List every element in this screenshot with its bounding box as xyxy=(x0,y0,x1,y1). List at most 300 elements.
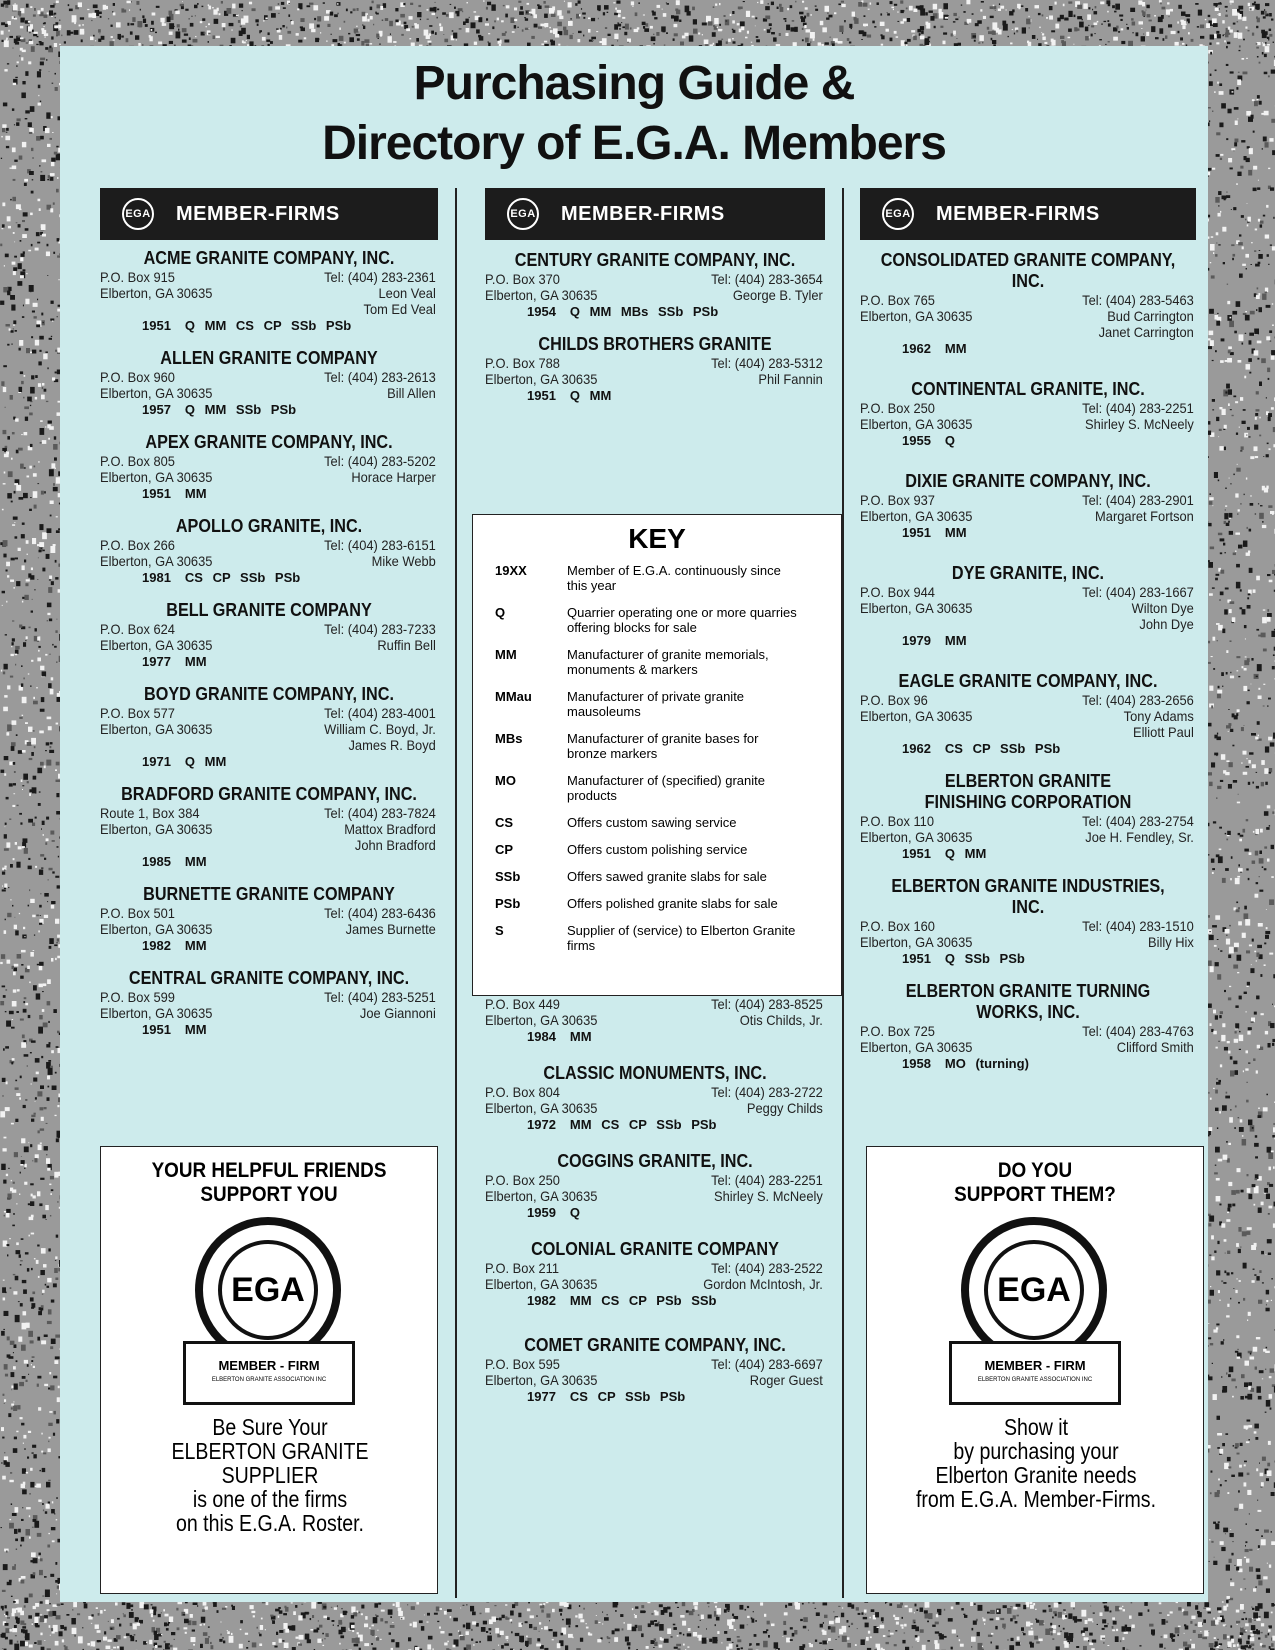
firm-telephone: Tel: (404) 283-5251 xyxy=(324,989,436,1005)
firm-address-line2: Elberton, GA 30635 xyxy=(100,721,213,737)
firm-member-year: 1982 xyxy=(142,938,171,953)
firm-entry xyxy=(860,981,1196,1072)
firm-codes xyxy=(860,524,1196,541)
ega-logo-icon: EGA xyxy=(882,198,914,230)
seal-label: MEMBER - FIRM xyxy=(984,1358,1086,1373)
firm-address-line1: P.O. Box 944 xyxy=(860,584,935,600)
firm-contacts: William C. Boyd, Jr. James R. Boyd xyxy=(324,721,436,753)
firm-entry xyxy=(100,348,438,418)
key-description: Member of E.G.A. continuously since this year xyxy=(567,563,781,593)
firm-address-row xyxy=(860,813,1194,829)
firm-service-codes: MM xyxy=(184,486,207,501)
key-code: MO xyxy=(495,773,516,788)
firm-list xyxy=(860,250,1196,1072)
firm-address-row xyxy=(485,271,823,287)
firm-address-line1: P.O. Box 250 xyxy=(485,1172,560,1188)
firm-contacts: Margaret Fortson xyxy=(1095,508,1194,524)
firm-member-year: 1977 xyxy=(142,654,171,669)
firm-name: ALLEN GRANITE COMPANY xyxy=(160,348,378,368)
firm-name: BELL GRANITE COMPANY xyxy=(166,600,372,620)
firm-entry xyxy=(485,1151,825,1221)
firm-member-year: 1951 xyxy=(142,318,171,333)
firm-member-year: 1984 xyxy=(527,1029,556,1044)
firm-entry xyxy=(485,250,825,320)
firm-codes xyxy=(100,853,438,870)
firm-name: DYE GRANITE, INC. xyxy=(951,563,1105,583)
firm-entry xyxy=(100,784,438,870)
firm-address-row xyxy=(860,1039,1194,1055)
key-row xyxy=(473,869,841,884)
firm-address-row xyxy=(100,1005,436,1021)
column-divider xyxy=(842,188,844,1598)
seal-plaque xyxy=(949,1341,1121,1405)
firm-service-codes: Q xyxy=(569,1205,581,1220)
firm-entry xyxy=(860,250,1196,357)
firm-telephone: Tel: (404) 283-2722 xyxy=(711,1084,823,1100)
seal-small-text: ELBERTON GRANITE ASSOCIATION INC xyxy=(977,1377,1093,1383)
firm-codes xyxy=(860,632,1196,649)
firm-address-row xyxy=(485,1276,823,1292)
firm-telephone: Tel: (404) 283-8525 xyxy=(711,996,823,1012)
firm-member-year: 1951 xyxy=(142,486,171,501)
firm-service-codes: MM CS CP SSb PSb xyxy=(569,1117,717,1132)
ad-footer: Show it by purchasing your Elberton Granite needs from E.G.A. Member-Firms. xyxy=(915,1414,1157,1512)
firm-address-line1: P.O. Box 110 xyxy=(860,813,935,829)
firm-service-codes: MM xyxy=(944,341,967,356)
firm-codes xyxy=(100,569,438,586)
firm-telephone: Tel: (404) 283-6436 xyxy=(324,905,436,921)
firm-entry xyxy=(860,771,1196,862)
firm-address-row xyxy=(860,708,1194,740)
firm-member-year: 1951 xyxy=(902,846,931,861)
firm-address-row xyxy=(485,1260,823,1276)
firm-telephone: Tel: (404) 283-6697 xyxy=(711,1356,823,1372)
firm-entry xyxy=(100,600,438,670)
firm-service-codes: CS CP SSb PSb xyxy=(569,1389,686,1404)
firm-address-row xyxy=(860,918,1194,934)
firm-address-row xyxy=(100,453,436,469)
firm-address-line1: P.O. Box 804 xyxy=(485,1084,560,1100)
firm-telephone: Tel: (404) 283-5312 xyxy=(711,355,823,371)
firm-address-row xyxy=(485,1172,823,1188)
firm-codes xyxy=(485,387,825,404)
column-1 xyxy=(100,188,438,1038)
firm-address-row xyxy=(485,1372,823,1388)
ad-helpful-friends xyxy=(100,1146,438,1594)
firm-name: CONSOLIDATED GRANITE COMPANY, INC. xyxy=(880,250,1176,291)
firm-entry xyxy=(100,884,438,954)
firm-address-line1: P.O. Box 160 xyxy=(860,918,935,934)
key-row xyxy=(473,896,841,911)
key-row xyxy=(473,689,841,719)
firm-address-line2: Elberton, GA 30635 xyxy=(100,821,213,837)
firm-contacts: George B. Tyler xyxy=(732,287,823,303)
firm-name: CLASSIC MONUMENTS, INC. xyxy=(543,1063,767,1083)
firm-address-line1: P.O. Box 250 xyxy=(860,400,935,416)
seal-letters: EGA xyxy=(218,1240,318,1340)
firm-address-line1: P.O. Box 788 xyxy=(485,355,560,371)
key-description: Quarrier operating one or more quarries offering blocks for sale xyxy=(567,605,797,635)
firm-telephone: Tel: (404) 283-4001 xyxy=(324,705,436,721)
key-title: KEY xyxy=(628,523,686,554)
key-row xyxy=(473,842,841,857)
firm-address-line1: P.O. Box 805 xyxy=(100,453,175,469)
key-code: PSb xyxy=(495,896,521,911)
firm-service-codes: MM xyxy=(184,654,207,669)
firm-member-year: 1959 xyxy=(527,1205,556,1220)
firm-service-codes: MM xyxy=(944,633,967,648)
firm-contacts: Mike Webb xyxy=(371,553,436,569)
firm-address-row xyxy=(860,508,1194,524)
firm-address-row xyxy=(860,308,1194,340)
firm-codes xyxy=(100,485,438,502)
firm-contacts: Horace Harper xyxy=(351,469,436,485)
firm-service-codes: Q MM xyxy=(944,846,987,861)
firm-name: ACME GRANITE COMPANY, INC. xyxy=(143,248,395,268)
firm-member-year: 1977 xyxy=(527,1389,556,1404)
firm-contacts: James Burnette xyxy=(345,921,436,937)
key-description: Supplier of (service) to Elberton Granite firms xyxy=(567,923,796,953)
firm-address-line1: P.O. Box 725 xyxy=(860,1023,935,1039)
seal-label: MEMBER - FIRM xyxy=(218,1358,320,1373)
firm-service-codes: MM xyxy=(184,1022,207,1037)
firm-contacts: Shirley S. McNeely xyxy=(1085,416,1194,432)
seal-small-text: ELBERTON GRANITE ASSOCIATION INC xyxy=(211,1377,327,1383)
firm-address-line1: P.O. Box 370 xyxy=(485,271,560,287)
firm-address-row xyxy=(100,921,436,937)
firm-contacts: Clifford Smith xyxy=(1116,1039,1194,1055)
firm-address-row xyxy=(100,821,436,853)
firm-address-row xyxy=(860,934,1194,950)
firm-service-codes: MM xyxy=(184,938,207,953)
firm-member-year: 1985 xyxy=(142,854,171,869)
firm-address-line2: Elberton, GA 30635 xyxy=(860,508,973,524)
firm-codes xyxy=(860,1055,1196,1072)
key-description: Manufacturer of granite memorials, monuments & markers xyxy=(567,647,769,677)
directory-panel xyxy=(60,46,1208,1602)
firm-entry xyxy=(100,516,438,586)
firm-address-row xyxy=(485,996,823,1012)
firm-member-year: 1981 xyxy=(142,570,171,585)
firm-address-line1: P.O. Box 266 xyxy=(100,537,175,553)
firm-contacts: Otis Childs, Jr. xyxy=(739,1012,823,1028)
key-row xyxy=(473,815,841,830)
key-description: Manufacturer of granite bases for bronze markers xyxy=(567,731,759,761)
firm-member-year: 1951 xyxy=(527,388,556,403)
firm-contacts: Peggy Childs xyxy=(746,1100,823,1116)
firm-telephone: Tel: (404) 283-4763 xyxy=(1082,1023,1194,1039)
firm-address-row xyxy=(485,1012,823,1028)
firm-member-year: 1972 xyxy=(527,1117,556,1132)
firm-address-row xyxy=(100,989,436,1005)
firm-address-row xyxy=(485,1100,823,1116)
firm-codes xyxy=(485,1116,825,1133)
firm-name: CENTURY GRANITE COMPANY, INC. xyxy=(514,250,796,270)
firm-entry xyxy=(100,968,438,1038)
firm-address-line2: Elberton, GA 30635 xyxy=(860,308,973,324)
key-description: Manufacturer of private granite mausoleums xyxy=(567,689,745,719)
key-list xyxy=(473,563,841,953)
firm-entry xyxy=(860,563,1196,649)
firm-contacts: Shirley S. McNeely xyxy=(714,1188,823,1204)
firm-address-line2: Elberton, GA 30635 xyxy=(485,1276,598,1292)
firm-member-year: 1982 xyxy=(527,1293,556,1308)
ega-member-seal-icon xyxy=(949,1217,1121,1407)
firm-address-row xyxy=(100,805,436,821)
firm-codes xyxy=(860,740,1196,757)
ega-logo-icon: EGA xyxy=(507,198,539,230)
firm-contacts: Bill Allen xyxy=(387,385,436,401)
firm-telephone: Tel: (404) 283-1667 xyxy=(1082,584,1194,600)
firm-codes xyxy=(485,1388,825,1405)
firm-name: BURNETTE GRANITE COMPANY xyxy=(143,884,395,904)
firm-codes xyxy=(860,340,1196,357)
firm-address-line1: P.O. Box 96 xyxy=(860,692,928,708)
firm-telephone: Tel: (404) 283-1510 xyxy=(1082,918,1194,934)
firm-name: EAGLE GRANITE COMPANY, INC. xyxy=(898,671,1158,691)
firm-address-row xyxy=(100,269,436,285)
firm-name: COMET GRANITE COMPANY, INC. xyxy=(524,1335,786,1355)
firm-address-row xyxy=(485,1084,823,1100)
firm-member-year: 1958 xyxy=(902,1056,931,1071)
firm-address-line2: Elberton, GA 30635 xyxy=(860,1039,973,1055)
firm-address-line2: Elberton, GA 30635 xyxy=(860,934,973,950)
firm-service-codes: Q MM xyxy=(569,388,612,403)
firm-member-year: 1962 xyxy=(902,741,931,756)
firm-entry xyxy=(485,1335,825,1405)
key-row xyxy=(473,563,841,593)
ad-headline: YOUR HELPFUL FRIENDS SUPPORT YOU xyxy=(151,1159,387,1206)
firm-address-line2: Elberton, GA 30635 xyxy=(485,1188,598,1204)
firm-telephone: Tel: (404) 283-5202 xyxy=(324,453,436,469)
firm-contacts: Phil Fannin xyxy=(758,371,823,387)
firm-codes xyxy=(100,1021,438,1038)
key-description: Offers polished granite slabs for sale xyxy=(567,896,778,911)
firm-service-codes: CS CP SSb PSb xyxy=(944,741,1061,756)
firm-address-row xyxy=(860,600,1194,632)
firm-address-row xyxy=(100,705,436,721)
firm-address-row xyxy=(100,537,436,553)
member-firms-header: EGA MEMBER-FIRMS xyxy=(485,188,825,240)
firm-address-row xyxy=(100,905,436,921)
firm-telephone: Tel: (404) 283-2251 xyxy=(1082,400,1194,416)
firm-address-row xyxy=(100,621,436,637)
firm-name: ELBERTON GRANITE TURNING WORKS, INC. xyxy=(905,981,1151,1022)
firm-name: ELBERTON GRANITE INDUSTRIES, INC. xyxy=(891,876,1165,917)
ad-footer: Be Sure Your ELBERTON GRANITE SUPPLIER is one of the firms on this E.G.A. Roster. xyxy=(171,1414,369,1536)
firm-list xyxy=(485,954,825,1405)
firm-address-row xyxy=(100,385,436,401)
firm-service-codes: MM CS CP PSb SSb xyxy=(569,1293,717,1308)
firm-address-line1: P.O. Box 915 xyxy=(100,269,175,285)
firm-address-line2: Elberton, GA 30635 xyxy=(860,708,973,724)
firm-address-row xyxy=(860,1023,1194,1039)
firm-codes xyxy=(485,1292,825,1309)
firm-codes xyxy=(100,401,438,418)
firm-address-line2: Elberton, GA 30635 xyxy=(860,829,973,845)
firm-telephone: Tel: (404) 283-2522 xyxy=(711,1260,823,1276)
key-code: Q xyxy=(495,605,506,620)
firm-service-codes: Q MM MBs SSb PSb xyxy=(569,304,719,319)
firm-entry xyxy=(485,334,825,404)
firm-contacts: Leon Veal Tom Ed Veal xyxy=(363,285,436,317)
firm-address-line2: Elberton, GA 30635 xyxy=(100,385,213,401)
firm-address-line2: Elberton, GA 30635 xyxy=(485,1372,598,1388)
column-divider xyxy=(455,188,457,1598)
firm-address-line1: P.O. Box 449 xyxy=(485,996,560,1012)
firm-codes xyxy=(860,950,1196,967)
firm-member-year: 1957 xyxy=(142,402,171,417)
firm-entry xyxy=(485,1063,825,1133)
key-code: MBs xyxy=(495,731,523,746)
firm-address-row xyxy=(100,553,436,569)
firm-entry xyxy=(100,248,438,334)
firm-address-row xyxy=(860,492,1194,508)
firm-codes xyxy=(100,317,438,334)
firm-address-row xyxy=(860,292,1194,308)
firm-name: APEX GRANITE COMPANY, INC. xyxy=(145,432,393,452)
key-box xyxy=(472,514,842,996)
key-code: MM xyxy=(495,647,517,662)
firm-service-codes: MO (turning) xyxy=(944,1056,1029,1071)
firm-name: ELBERTON GRANITE FINISHING CORPORATION xyxy=(924,771,1132,812)
firm-telephone: Tel: (404) 283-2251 xyxy=(711,1172,823,1188)
firm-address-row xyxy=(100,369,436,385)
key-description: Offers custom sawing service xyxy=(567,815,737,830)
firm-name: CHILDS BROTHERS GRANITE xyxy=(538,334,772,354)
firm-address-line2: Elberton, GA 30635 xyxy=(860,600,973,616)
firm-service-codes: MM xyxy=(569,1029,592,1044)
firm-contacts: Roger Guest xyxy=(749,1372,823,1388)
firm-service-codes: Q MM xyxy=(184,754,227,769)
key-row xyxy=(473,731,841,761)
firm-address-line2: Elberton, GA 30635 xyxy=(100,1005,213,1021)
ad-headline: DO YOU SUPPORT THEM? xyxy=(954,1159,1116,1206)
firm-codes xyxy=(100,653,438,670)
column-3 xyxy=(860,188,1196,1072)
firm-service-codes: Q MM CS CP SSb PSb xyxy=(184,318,352,333)
column-2 xyxy=(485,188,825,404)
firm-contacts: Billy Hix xyxy=(1148,934,1194,950)
seal-plaque xyxy=(183,1341,355,1405)
firm-contacts: Joe H. Fendley, Sr. xyxy=(1085,829,1194,845)
firm-name: APOLLO GRANITE, INC. xyxy=(175,516,363,536)
firm-address-row xyxy=(860,416,1194,432)
ega-member-seal-icon xyxy=(183,1217,355,1407)
firm-member-year: 1979 xyxy=(902,633,931,648)
firm-address-row xyxy=(485,287,823,303)
firm-member-year: 1962 xyxy=(902,341,931,356)
firm-codes xyxy=(485,1204,825,1221)
firm-telephone: Tel: (404) 283-2901 xyxy=(1082,492,1194,508)
firm-entry xyxy=(860,671,1196,757)
firm-telephone: Tel: (404) 283-2656 xyxy=(1082,692,1194,708)
firm-service-codes: MM xyxy=(944,525,967,540)
firm-codes xyxy=(860,845,1196,862)
key-row xyxy=(473,923,841,953)
firm-address-row xyxy=(485,355,823,371)
firm-address-line2: Elberton, GA 30635 xyxy=(100,553,213,569)
firm-entry xyxy=(485,1239,825,1309)
ega-logo-icon: EGA xyxy=(122,198,154,230)
firm-address-line2: Elberton, GA 30635 xyxy=(860,416,973,432)
firm-telephone: Tel: (404) 283-2613 xyxy=(324,369,436,385)
page-title: Purchasing Guide & Directory of E.G.A. Members xyxy=(322,57,946,170)
firm-address-line1: P.O. Box 960 xyxy=(100,369,175,385)
firm-address-line2: Elberton, GA 30635 xyxy=(485,1012,598,1028)
firm-telephone: Tel: (404) 283-3654 xyxy=(711,271,823,287)
firm-entry xyxy=(100,432,438,502)
firm-service-codes: CS CP SSb PSb xyxy=(184,570,301,585)
firm-contacts: Wilton Dye John Dye xyxy=(1131,600,1194,632)
firm-codes xyxy=(485,303,825,320)
firm-address-line2: Elberton, GA 30635 xyxy=(485,1100,598,1116)
firm-service-codes: Q SSb PSb xyxy=(944,951,1025,966)
firm-name: CENTRAL GRANITE COMPANY, INC. xyxy=(128,968,410,988)
member-firms-header: EGA MEMBER-FIRMS xyxy=(100,188,438,240)
key-description: Offers sawed granite slabs for sale xyxy=(567,869,767,884)
firm-contacts: Bud Carrington Janet Carrington xyxy=(1098,308,1194,340)
firm-contacts: Ruffin Bell xyxy=(377,637,436,653)
firm-codes xyxy=(860,432,1196,449)
firm-list xyxy=(485,250,825,404)
firm-address-line1: P.O. Box 937 xyxy=(860,492,935,508)
key-code: MMau xyxy=(495,689,532,704)
key-code: S xyxy=(495,923,504,938)
firm-service-codes: Q xyxy=(944,433,956,448)
key-row xyxy=(473,773,841,803)
firm-codes xyxy=(485,1028,825,1045)
member-firms-header: EGA MEMBER-FIRMS xyxy=(860,188,1196,240)
firm-entry xyxy=(860,876,1196,967)
firm-name: CONTINENTAL GRANITE, INC. xyxy=(911,379,1145,399)
firm-name: COLONIAL GRANITE COMPANY xyxy=(531,1239,779,1259)
firm-address-row xyxy=(485,1188,823,1204)
firm-address-line2: Elberton, GA 30635 xyxy=(485,287,598,303)
key-code: 19XX xyxy=(495,563,527,578)
firm-name: DIXIE GRANITE COMPANY, INC. xyxy=(905,471,1151,491)
firm-address-row xyxy=(100,285,436,317)
key-code: SSb xyxy=(495,869,521,884)
firm-address-line1: P.O. Box 624 xyxy=(100,621,175,637)
firm-address-line1: Route 1, Box 384 xyxy=(100,805,200,821)
firm-address-row xyxy=(485,371,823,387)
firm-address-line2: Elberton, GA 30635 xyxy=(100,469,213,485)
firm-list xyxy=(100,248,438,1038)
firm-telephone: Tel: (404) 283-2754 xyxy=(1082,813,1194,829)
firm-address-row xyxy=(100,637,436,653)
firm-address-row xyxy=(860,584,1194,600)
firm-telephone: Tel: (404) 283-7824 xyxy=(324,805,436,821)
ad-support-them xyxy=(866,1146,1204,1594)
firm-address-line1: P.O. Box 211 xyxy=(485,1260,560,1276)
firm-address-row xyxy=(485,1356,823,1372)
key-code: CS xyxy=(495,815,514,830)
firm-member-year: 1955 xyxy=(902,433,931,448)
firm-address-line2: Elberton, GA 30635 xyxy=(485,371,598,387)
firm-address-line1: P.O. Box 577 xyxy=(100,705,175,721)
firm-contacts: Tony Adams Elliott Paul xyxy=(1123,708,1194,740)
firm-service-codes: MM xyxy=(184,854,207,869)
firm-address-line2: Elberton, GA 30635 xyxy=(100,921,213,937)
key-row xyxy=(473,647,841,677)
firm-telephone: Tel: (404) 283-5463 xyxy=(1082,292,1194,308)
firm-address-line2: Elberton, GA 30635 xyxy=(100,637,213,653)
key-row xyxy=(473,605,841,635)
firm-entry xyxy=(860,379,1196,449)
firm-name: COGGINS GRANITE, INC. xyxy=(557,1151,753,1171)
seal-letters: EGA xyxy=(984,1240,1084,1340)
